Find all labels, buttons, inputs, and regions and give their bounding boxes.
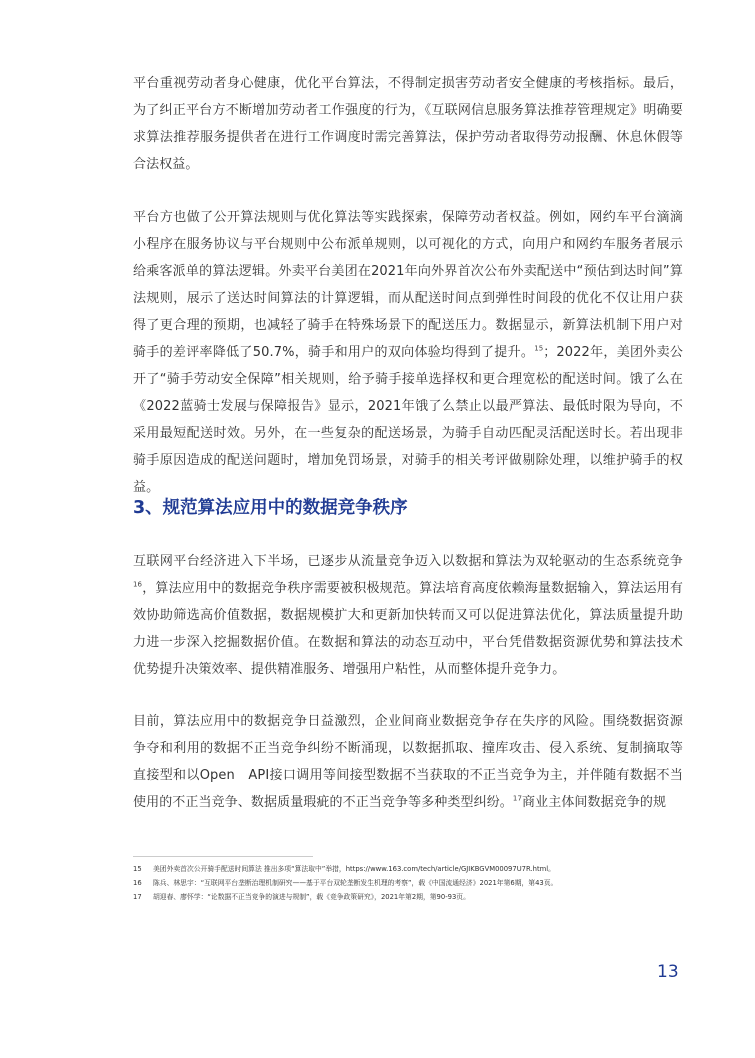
paragraph-2-text-a: 平台方也做了公开算法规则与优化算法等实践探索，保障劳动者权益。例如，网约车平台滴滴小程序在服务协议与平台规则中公布派单规则，以可视化的方式，向用户和网约车服务者展示给乘客派单的算法逻辑。外卖平台美团在2021年向外界首次公布外卖配送中“预估到达时间”算法规则，展示了送达时间算法的计算逻辑，而从配送时间点到弹性时间段的优化不仅让用户获得了更合理的预期，也减轻了骑手在特殊场景下的配送压力。数据显示，新算法机制下用户对骑手的差评率降低了50.7%，骑手和用户的双向体验均得到了提升。 <box>133 210 683 360</box>
footnote-ref-15[interactable]: 15 <box>534 344 544 353</box>
paragraph-2 <box>133 204 683 501</box>
footnote-divider <box>133 856 313 857</box>
footnote-text: 胡迎春、廖怀学：“论数据不正当竞争的演进与规制”，载《竞争政策研究》，2021年第2期，第90-93页。 <box>153 893 470 901</box>
footnote-ref-16[interactable]: 16 <box>133 580 143 589</box>
paragraph-4-text-a: 目前，算法应用中的数据竞争日益激烈，企业间商业数据竞争存在失序的风险。围绕数据资源争夺和利用的数据不正当竞争纠纷不断涌现，以数据抓取、撞库攻击、侵入系统、复制摘取等直接型和以Open API接口调用等间接型数据不当获取的不正当竞争为主，并伴随有数据不当使用的不正当竞争、数据质量瑕疵的不正当竞争等多种类型纠纷。 <box>133 714 683 810</box>
paragraph-4 <box>133 708 683 816</box>
page-number: 13 <box>657 962 679 982</box>
paragraph-1-text: 平台重视劳动者身心健康，优化平台算法，不得制定损害劳动者安全健康的考核指标。最后，为了纠正平台方不断增加劳动者工作强度的行为，《互联网信息服务算法推荐管理规定》明确要求算法推荐服务提供者在进行工作调度时需完善算法，保护劳动者取得劳动报酬、休息休假等合法权益。 <box>133 76 683 172</box>
paragraph-2-text-b: ；2022年，美团外卖公开了“骑手劳动安全保障”相关规则，给予骑手接单选择权和更合理宽松的配送时间。饿了么在《2022蓝骑士发展与保障报告》显示，2021年饿了么禁止以最严算法、最低时限为导向，不采用最短配送时效。另外，在一些复杂的配送场景，为骑手自动匹配灵活配送时长。若出现非骑手原因造成的配送问题时，增加免罚场景，对骑手的相关考评做剔除处理，以维护骑手的权益。 <box>133 345 683 495</box>
footnote-number: 17 <box>133 893 142 901</box>
footnotes <box>133 862 693 904</box>
paragraph-1 <box>133 70 683 178</box>
paragraph-3-text-a: 互联网平台经济进入下半场，已逐步从流量竞争迈入以数据和算法为双轮驱动的生态系统竞争 <box>133 554 683 569</box>
paragraph-4-text-b: 商业主体间数据竞争的规 <box>522 795 667 810</box>
footnote-item <box>133 862 693 876</box>
paragraph-3-text-b: ，算法应用中的数据竞争秩序需要被积极规范。算法培育高度依赖海量数据输入，算法运用有效协助筛选高价值数据，数据规模扩大和更新加快转而又可以促进算法优化，算法质量提升助力进一步深入挖掘数据价值。在数据和算法的动态互动中，平台凭借数据资源优势和算法技术优势提升决策效率、提供精准服务、增强用户粘性，从而整体提升竞争力。 <box>133 581 683 677</box>
footnote-ref-17[interactable]: 17 <box>512 794 523 803</box>
footnote-text: 美团外卖首次公开骑手配送时间算法 推出多项“算法取中”举措，https://www.163.com/tech/article/GJIKBGVM00097U7R.html。 <box>153 865 555 873</box>
footnote-text: 陈兵、林思宇：“互联网平台垄断治理机制研究——基于平台双轮垄断发生机理的考察”，载《中国流通经济》2021年第6期，第43页。 <box>153 879 558 887</box>
paragraph-3 <box>133 548 683 683</box>
section-heading: 3、规范算法应用中的数据竞争秩序 <box>133 498 408 518</box>
footnote-item <box>133 876 693 890</box>
footnote-number: 16 <box>133 879 142 887</box>
footnote-number: 15 <box>133 865 142 873</box>
footnote-item <box>133 890 693 904</box>
